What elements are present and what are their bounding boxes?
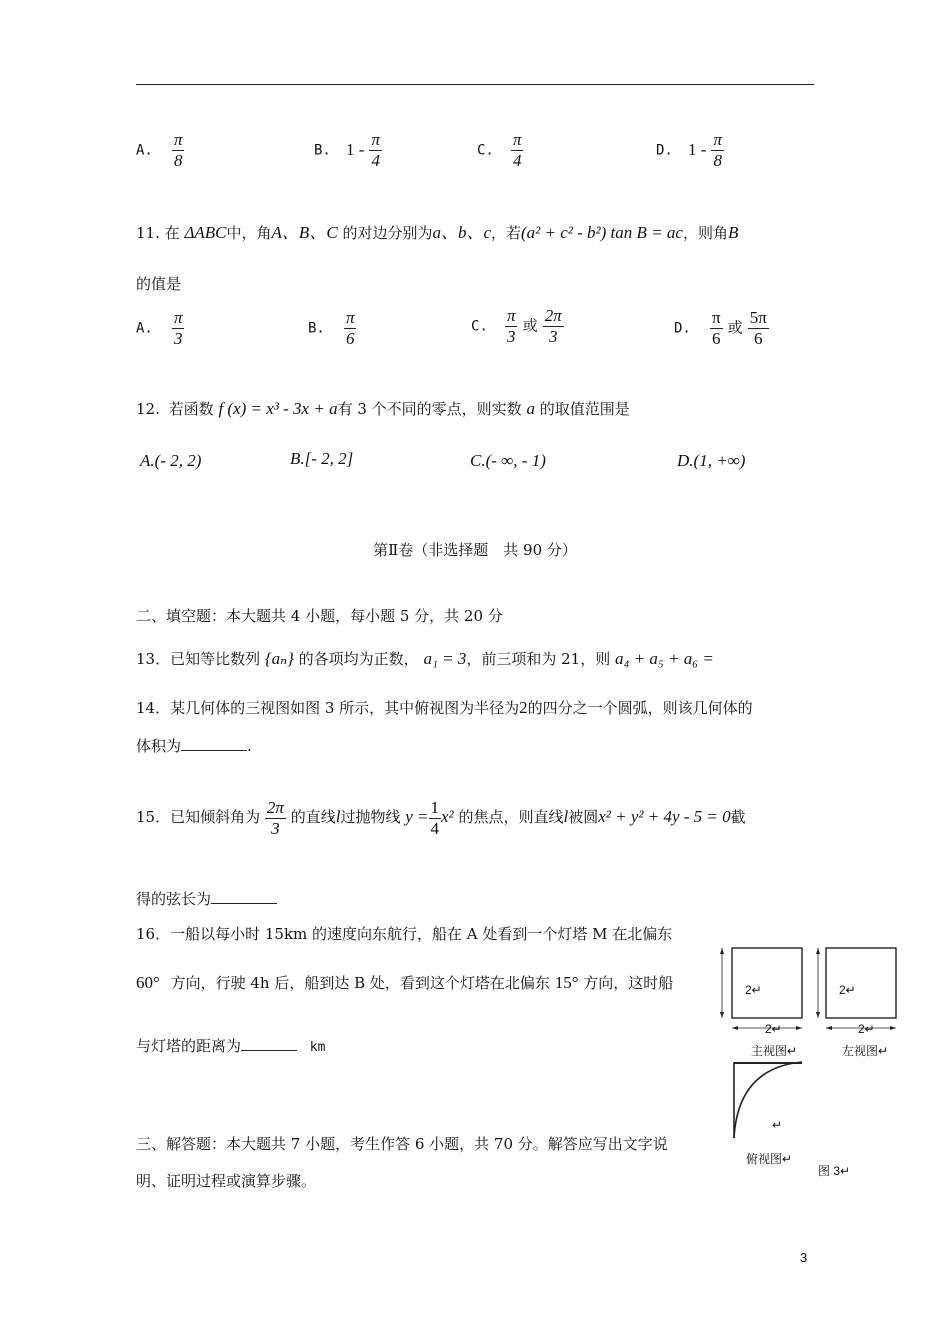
dim-arrow <box>720 1012 724 1018</box>
q15-line1: 15．已知倾斜角为 $\frac{2\pi}{3}$ 的直线l过抛物线 y = $\frac{1}{4}$ x² 的焦点，则直线l被圆x² + y² + 4y - 5 = 0截 <box>136 798 746 838</box>
dim-arrow <box>816 1012 820 1018</box>
figure-3-three-views <box>712 940 902 1190</box>
top-view-mark: ↵ <box>772 1118 783 1132</box>
q15-line2: 得的弦长为 <box>136 888 277 909</box>
q11-stem: 11. 在 ΔABC中，角A、B、C 的对边分别为a、b、c，若(a² + c² - b²) tan B = ac，则角B <box>136 223 739 242</box>
q12-stem: 12. 若函数 f (x) = x³ - 3x + a有 3 个不同的零点，则实数 a 的取值范围是 <box>136 399 630 418</box>
side-view-height-label: 2↵ <box>839 983 856 997</box>
part3-line1: 三、解答题：本大题共 7 小题，考生作答 6 小题，共 70 分。解答应写出文字说 <box>136 1135 668 1153</box>
page-number: 3 <box>800 1250 808 1265</box>
q14-line2: 体积为 . <box>136 737 252 755</box>
side-view-square <box>826 948 896 1018</box>
part3-line2: 明、证明过程或演算步骤。 <box>136 1172 317 1190</box>
q15-answer-blank[interactable] <box>211 903 277 904</box>
q16-line3: 与灯塔的距离为 km <box>136 1037 326 1055</box>
q12-option-d: D.(1, +∞) <box>677 451 746 470</box>
top-view-label: 俯视图↵ <box>746 1152 793 1166</box>
q14-answer-blank[interactable] <box>181 750 247 751</box>
q16-line1: 16．一船以每小时 15km 的速度向东航行，船在 A 处看到一个灯塔 M 在北偏东 <box>136 925 673 943</box>
front-view-height-label: 2↵ <box>745 983 762 997</box>
dim-arrow <box>732 1026 738 1030</box>
q16-line2: 60° 方向，行驶 4h 后，船到达 B 处，看到这个灯塔在北偏东 15° 方向，这时船 <box>136 973 674 992</box>
q12-option-a: A.(- 2, 2) <box>140 451 202 470</box>
q10-option-c: C. $\frac{\pi}{4}$ <box>477 130 522 170</box>
side-view-width-label: 2↵ <box>858 1022 875 1036</box>
q13: 13．已知等比数列 {aₙ} 的各项均为正数， a₁ = 3，前三项和为 21，则 a₄ + a₅ + a₆ = <box>136 649 714 668</box>
q11-option-d: D. $\frac{\pi}{6}$ 或 $\frac{5\pi}{6}$ <box>674 308 767 348</box>
part2-heading: 二、填空题：本大题共 4 小题，每小题 5 分，共 20 分 <box>136 607 503 625</box>
dim-arrow <box>890 1026 896 1030</box>
q10-option-b: B. 1 - $\frac{\pi}{4}$ <box>314 130 380 170</box>
q12-option-b: B.[- 2, 2] <box>290 449 354 468</box>
q11-option-a: A. $\frac{\pi}{3}$ <box>136 308 183 348</box>
q11-option-b: B. $\frac{\pi}{6}$ <box>308 308 355 348</box>
figure-3-label: 图 3↵ <box>818 1164 851 1178</box>
q11-stem-cont: 的值是 <box>136 275 182 293</box>
q10-option-d: D. 1 - $\frac{\pi}{8}$ <box>656 130 722 170</box>
section2-title: 第Ⅱ卷（非选择题 共 90 分） <box>373 541 577 559</box>
q10-option-a: A. $\frac{\pi}{8}$ <box>136 130 183 170</box>
front-view-label: 主视图↵ <box>751 1044 798 1058</box>
q11-option-c: C. $\frac{\pi}{3}$ 或 $\frac{2\pi}{3}$ <box>471 306 562 346</box>
q16-answer-blank[interactable] <box>241 1050 297 1051</box>
dim-arrow <box>796 1026 802 1030</box>
side-view-label: 左视图↵ <box>842 1044 889 1058</box>
dim-arrow <box>720 948 724 954</box>
header-rule <box>136 84 814 85</box>
q14-line1: 14．某几何体的三视图如图 3 所示，其中俯视图为半径为2的四分之一个圆弧，则该几何体的 <box>136 698 753 717</box>
dim-arrow <box>816 948 820 954</box>
front-view-square <box>732 948 802 1018</box>
dim-arrow <box>826 1026 832 1030</box>
top-view-quarter-arc <box>734 1062 802 1138</box>
front-view-width-label: 2↵ <box>765 1022 782 1036</box>
q12-option-c: C.(- ∞, - 1) <box>470 451 546 470</box>
